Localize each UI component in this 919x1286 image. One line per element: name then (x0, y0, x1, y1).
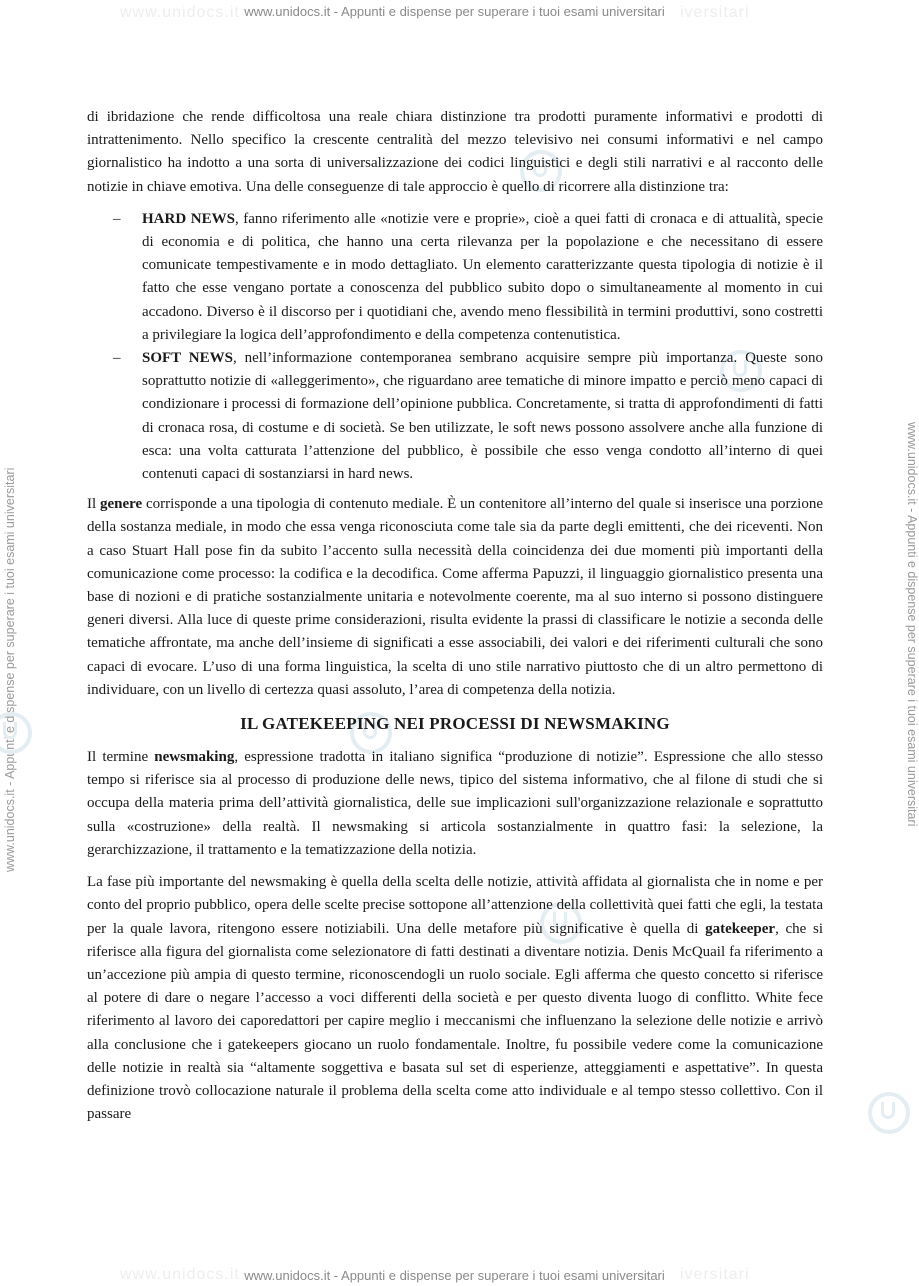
intro-paragraph: di ibridazione che rende difficoltosa una reale chiara distinzione tra prodotti puramente informativi e prodotti di intrattenimento. Nello specifico la crescente centralità del mezzo televisivo nei consumi informativi e nel campo giornalistico ha indotto a una sorta di universalizzazione dei codici linguistici e degli stili narrativi e al racconto delle notizie in chiave emotiva. Una delle conseguenze di tale approccio è quello di ricorrere alla distinzione tra: (87, 109, 823, 195)
news-type-list (87, 208, 823, 486)
soft-news-text: , nell’informazione contemporanea sembrano acquisire sempre più importanza. Queste sono soprattutto notizie di «alleggerimento», che riguardano aree tematiche di minore impatto e perciò meno capaci di condizionare i processi di formazione dell’opinione pubblica. Concretamente, si tratta di approfondimenti di fatti di cronaca rosa, di costume e di società. Se ben utilizzate, le soft news possono assolvere anche alla funzione di esca: una volta catturata l’attenzione del pubblico, è possibile che esso venga condotto all’interno di quei contenuti capaci di sostanziarsi in hard news. (142, 350, 823, 483)
newsmaking-text: , espressione tradotta in italiano significa “produzione di notizie”. Espressione che allo stesso tempo si riferisce sia al processo di produzione delle news, tipico del sistema informativo, che al filone di studi che si occupa della materia prima dell’attività giornalistica, delle sue implicazioni sull'organizzazione relazionale e soprattutto sulla «costruzione» della realtà. Il newsmaking si articola sostanzialmente in quattro fasi: la selezione, la gerarchizzazione, il trattamento e la tematizzazione della notizia. (87, 749, 824, 858)
watermark-logo-icon (0, 712, 32, 754)
hard-news-text: , fanno riferimento alle «notizie vere e proprie», cioè a quei fatti di cronaca e di attualità, specie di economia e di politica, che hanno una certa rilevanza per la popolazione e che necessitano di essere comunicate tempestivamente e in modo dettagliato. Un elemento caratterizzante questa tipologia di notizie è il fatto che esse vengano portate a conoscenza del pubblico subito dopo o simultaneamente al momento in cui accadono. Diverso è il discorso per i quotidiani che, avendo meno flessibilità in termini produttivi, sono costretti a privilegiare la logica dell’approfondimento e della competenza contenutistica. (142, 210, 823, 343)
ghost-watermark-top-right: iversitari (680, 4, 750, 21)
ghost-watermark-top: www.unidocs.it (120, 4, 240, 21)
section-heading: IL GATEKEEPING NEI PROCESSI DI NEWSMAKING (240, 714, 670, 734)
list-dash: – (113, 350, 121, 367)
watermark-banner-top: www.unidocs.it - Appunti e dispense per superare i tuoi esami universitari (244, 4, 665, 19)
watermark-side-right: www.unidocs.it - Appunti e dispense per superare i tuoi esami universitari (905, 422, 919, 827)
watermark-side-left: www.unidocs.it - Appunti e dispense per superare i tuoi esami universitari (3, 467, 17, 872)
term-hard-news: HARD NEWS (142, 210, 235, 227)
watermark-logo-icon (868, 1092, 910, 1134)
genere-pre: Il (87, 496, 100, 513)
genere-paragraph (87, 493, 823, 702)
document-body (87, 106, 823, 1135)
gatekeeper-text: , che si riferisce alla figura del giornalista come selezionatore di fatti destinati a diventare notizia. Denis McQuail fa riferimento a un’accezione più ampia di questo termine, riconoscendogli un ruolo sociale. Egli afferma che questo concetto si riferisce al potere di dare o negare l’accesso a voci differenti della società e per questo diventa luogo di conflitto. White fece riferimento al lavoro dei caporedattori per capire meglio i meccanismi che influenzano la selezione delle notizie e arrivò alla conclusione che i gatekeepers giocano un ruolo fondamentale. Inoltre, fu possibile vedere come la comunicazione delle notizie in realtà sia “altamente soggettiva e basata sul set di esperienze, atteggiamenti e aspettative”. In questa definizione trovò collocazione naturale il problema della scelta come atto individuale e al tempo stesso collettivo. Con il passare (87, 920, 823, 1123)
gatekeeper-paragraph (87, 871, 823, 1126)
term-soft-news: SOFT NEWS (142, 350, 233, 367)
list-item-hard-news (87, 208, 823, 347)
list-item-soft-news (87, 347, 823, 486)
ghost-watermark-bottom-right: iversitari (680, 1266, 750, 1283)
newsmaking-paragraph (87, 746, 823, 862)
term-gatekeeper: gatekeeper (705, 920, 776, 937)
ghost-watermark-bottom: www.unidocs.it (120, 1266, 240, 1283)
genere-text: corrisponde a una tipologia di contenuto mediale. È un contenitore all’interno del quale si inserisce una porzione della sostanza mediale, in modo che essa venga riconosciuta come tale sia da parte degli emittenti, che dei riceventi. Non a caso Stuart Hall pose fin da subito l’accento sulla necessità della coincidenza dei due momenti più importanti della comunicazione come processo: la codifica e la decodifica. Come afferma Papuzzi, il linguaggio giornalistico presenta una base di nozioni e di pratiche sostanzialmente unitaria e notevolmente coerente, ma al suo interno si possono distinguere generi diversi. Alla luce di queste prime considerazioni, risulta evidente la prassi di classificare le notizie a seconda delle tematiche affrontate, ma anche dell’insieme di significati a esse associabili, dei valori e dei riferimenti culturali che sono capaci di evocare. L’uso di una forma linguistica, la scelta di uno stile narrativo piuttosto che di un altro permettono di individuare, con un livello di certezza quasi assoluto, l’area di competenza della notizia. (87, 496, 823, 698)
term-genere: genere (99, 496, 143, 513)
term-newsmaking: newsmaking (154, 749, 235, 766)
watermark-banner-bottom: www.unidocs.it - Appunti e dispense per superare i tuoi esami universitari (244, 1268, 665, 1283)
newsmaking-pre: Il termine (87, 749, 155, 766)
list-dash: – (113, 210, 121, 227)
gatekeeper-pre: La fase più importante del newsmaking è quella della scelta delle notizie, attività affidata al giornalista che in nome e per conto del proprio pubblico, opera delle scelte precise sottopone all’attenzione della collettività quei fatti che egli, la testata per la quale lavora, ritengono essere notiziabili. Una delle metafore più significative è quella di (87, 874, 823, 937)
